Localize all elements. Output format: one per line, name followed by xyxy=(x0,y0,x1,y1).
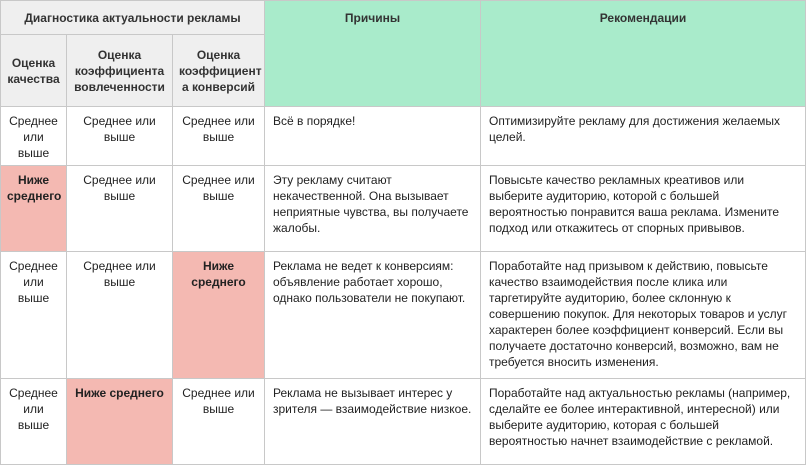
conversion-score-cell: Ниже среднего xyxy=(173,252,265,379)
recommendation-cell: Поработайте над призывом к действию, повысьте качество взаимодействия после клика или таргетируйте аудиторию, более склонную к совершению покупок. Для некоторых товаров и услуг характерен более коэффициент конверсий. Если вы получаете достаточно конверсий, возможно, вам не требуется вносить изменения. xyxy=(481,252,806,379)
conversion-score-header: Оценка коэффициент а конверсий xyxy=(173,35,265,107)
table-row xyxy=(1,252,806,379)
quality-score-cell: Среднее или выше xyxy=(1,107,67,166)
conversion-score-cell: Среднее или выше xyxy=(173,166,265,252)
header-row-top xyxy=(1,1,806,35)
quality-score-cell: Среднее или выше xyxy=(1,252,67,379)
table-row xyxy=(1,107,806,166)
recommendation-cell: Оптимизируйте рекламу для достижения желаемых целей. xyxy=(481,107,806,166)
conversion-score-cell: Среднее или выше xyxy=(173,379,265,465)
conversion-score-cell: Среднее или выше xyxy=(173,107,265,166)
engagement-score-cell: Ниже среднего xyxy=(67,379,173,465)
reason-cell: Реклама не ведет к конверсиям: объявление работает хорошо, однако пользователи не покупают. xyxy=(265,252,481,379)
table-row xyxy=(1,379,806,465)
engagement-score-header: Оценка коэффициента вовлеченности xyxy=(67,35,173,107)
quality-score-cell: Ниже среднего xyxy=(1,166,67,252)
diagnostics-header: Диагностика актуальности рекламы xyxy=(1,1,265,35)
recommendation-cell: Поработайте над актуальностью рекламы (например, сделайте ее более интерактивной, интересной) или выберите аудиторию, которая с большей вероятностью начнет взаимодействие с рекламой. xyxy=(481,379,806,465)
table-row xyxy=(1,166,806,252)
recommendation-cell: Повысьте качество рекламных креативов или выберите аудиторию, которой с большей вероятностью понравится ваша реклама. Измените подход или откажитесь от спорных привывов. xyxy=(481,166,806,252)
reasons-header: Причины xyxy=(265,1,481,107)
quality-score-cell: Среднее или выше xyxy=(1,379,67,465)
recommendations-header: Рекомендации xyxy=(481,1,806,107)
quality-score-header: Оценка качества xyxy=(1,35,67,107)
engagement-score-cell: Среднее или выше xyxy=(67,166,173,252)
reason-cell: Эту рекламу считают некачественной. Она вызывает неприятные чувства, вы получаете жалобы. xyxy=(265,166,481,252)
engagement-score-cell: Среднее или выше xyxy=(67,252,173,379)
engagement-score-cell: Среднее или выше xyxy=(67,107,173,166)
reason-cell: Всё в порядке! xyxy=(265,107,481,166)
reason-cell: Реклама не вызывает интерес у зрителя — взаимодействие низкое. xyxy=(265,379,481,465)
